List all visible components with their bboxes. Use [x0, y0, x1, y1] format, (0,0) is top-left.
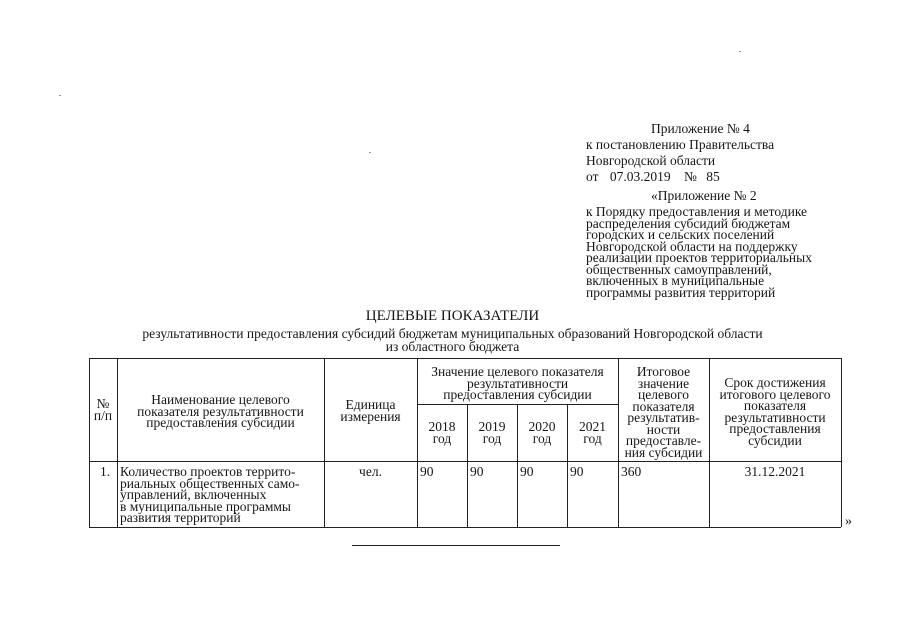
header-text: субсидии [748, 432, 802, 448]
row-unit: чел. [359, 464, 382, 479]
row-deadline: 31.12.2021 [744, 464, 806, 479]
number-sign: № [683, 169, 697, 184]
header-text: год [482, 430, 502, 446]
subtitle-line: результативности предоставления субсидий бюджетам муниципальных образований Новгородской области [142, 326, 763, 341]
header-text: 2020 [528, 419, 556, 434]
header-text: предоставления субсидии [146, 415, 295, 430]
inner-appendix-line: включенных в муниципальные [586, 273, 765, 288]
header-text: значение [637, 375, 690, 391]
header-year-2021 [567, 421, 618, 444]
table-col-line [841, 358, 842, 527]
header-deadline [709, 377, 841, 446]
document-title: ЦЕЛЕВЫЕ ПОКАЗАТЕЛИ [365, 308, 540, 324]
header-text: год [532, 430, 552, 446]
header-text: ности [646, 421, 681, 437]
inner-appendix-line: Новгородской области на поддержку [586, 238, 798, 254]
header-text: целевого [638, 387, 689, 402]
header-year-2020 [517, 421, 567, 444]
header-text: Срок достижения [724, 375, 826, 390]
header-text: год [432, 430, 452, 446]
separator-line [352, 545, 560, 546]
header-text: итогового целевого [719, 386, 831, 402]
header-text: год [583, 430, 602, 446]
header-text: предоставле- [625, 433, 702, 448]
header-text: результативности [724, 409, 826, 425]
header-text: Значение целевого показателя [431, 364, 604, 379]
header-text: предоставления субсидии [443, 387, 592, 402]
table-col-line [89, 358, 90, 527]
header-text: измерения [340, 408, 401, 424]
inner-appendix-line: общественных самоуправлений, [586, 261, 772, 277]
header-text: предоставления [729, 421, 821, 436]
row-value-2018: 90 [420, 464, 434, 479]
header-text: 2018 [428, 419, 456, 434]
row-text: Количество проектов террито- [120, 464, 296, 479]
scan-speck [739, 51, 741, 52]
row-value-2019: 90 [470, 464, 484, 479]
header-unit [324, 399, 417, 422]
row-value-2020: 90 [520, 464, 534, 479]
header-text: результативности [466, 375, 569, 391]
header-text: Итоговое [636, 364, 691, 379]
header-text: Наименование целевого [151, 392, 290, 407]
row-text: развития территорий [120, 510, 241, 525]
table-col-line [117, 358, 118, 527]
table-col-line [324, 358, 325, 527]
header-name [117, 394, 324, 429]
inner-appendix-title: «Приложение № 2 [651, 188, 757, 203]
row-text: управлений, включенных [120, 487, 267, 502]
row-indicator-name [120, 466, 300, 524]
subtitle-line: из областного бюджета [385, 339, 520, 354]
inner-appendix-line: распределения субсидий бюджетам [586, 215, 791, 231]
appendix-resolution-line: к постановлению Правительства [586, 137, 775, 152]
appendix-date-line [586, 169, 720, 184]
header-num [89, 398, 117, 421]
row-total: 360 [621, 464, 642, 479]
header-text: 2019 [478, 419, 506, 434]
header-value-group [417, 366, 618, 401]
header-total [618, 366, 709, 458]
header-text: показателя [632, 398, 695, 414]
inner-appendix-text [586, 206, 812, 298]
inner-appendix-line: к Порядку предоставления и методике [586, 204, 808, 219]
resolution-number: 85 [706, 169, 720, 184]
closing-quote: » [845, 514, 852, 529]
table-border-top [89, 358, 841, 359]
table-header-bottom [89, 461, 841, 462]
row-num: 1. [100, 464, 111, 479]
row-value-2021: 90 [570, 464, 584, 479]
date-prefix: от [586, 169, 599, 184]
header-text: Единица [345, 397, 396, 412]
inner-appendix-line: городских и сельских поселений [586, 227, 775, 242]
table-border-bottom [89, 527, 841, 528]
header-text: показателя результативности [137, 403, 304, 419]
header-text: ния субсидии [624, 444, 703, 460]
header-year-2019 [467, 421, 517, 444]
header-text: п/п [93, 407, 113, 423]
header-text: показателя [743, 398, 807, 413]
inner-appendix-line: программы развития территорий [586, 284, 776, 300]
row-text: в муниципальные программы [120, 498, 291, 514]
document-subtitle [0, 327, 905, 353]
inner-appendix-line: реализации проектов территориальных [586, 250, 812, 265]
header-year-2018 [417, 421, 467, 444]
scan-speck [369, 152, 371, 153]
scan-speck [59, 95, 61, 96]
header-text: результатив- [627, 410, 700, 425]
row-text: риальных общественных само- [120, 475, 300, 491]
appendix-region-line: Новгородской области [586, 153, 716, 168]
resolution-date: 07.03.2019 [609, 169, 671, 184]
header-text: 2021 [579, 419, 606, 434]
header-text: № [96, 396, 110, 411]
appendix-number-line: Приложение № 4 [651, 121, 750, 136]
